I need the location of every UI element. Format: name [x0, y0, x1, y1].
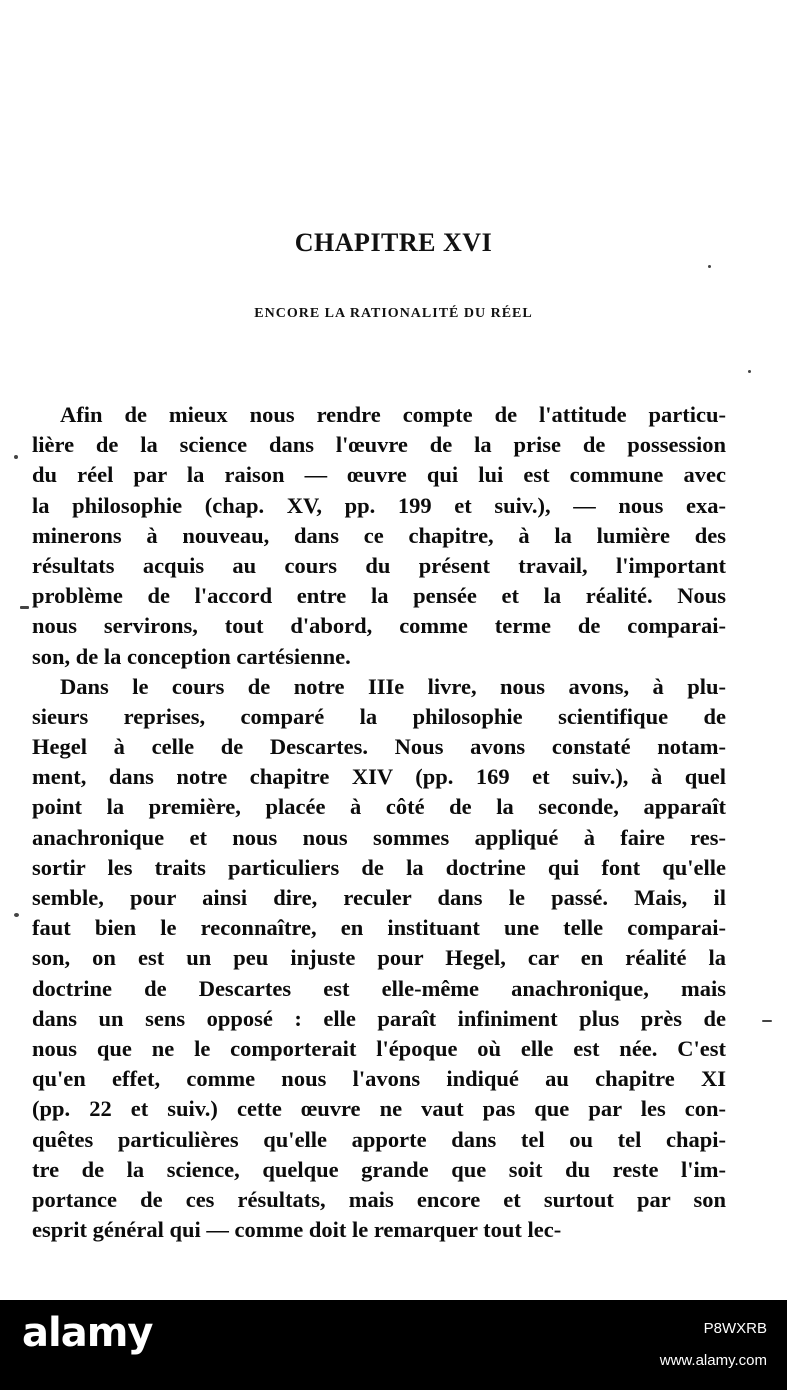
text-line: la philosophie (chap. XV, pp. 199 et suiv.), — nous exa-: [32, 492, 726, 518]
text-line: problème de l'accord entre la pensée et la réalité. Nous: [32, 583, 726, 609]
text-line: Hegel à celle de Descartes. Nous avons constaté notam-: [32, 734, 726, 760]
text-line: tre de la science, quelque grande que soit du reste l'im-: [32, 1156, 726, 1182]
chapter-subtitle: ENCORE LA RATIONALITÉ DU RÉEL: [254, 306, 533, 321]
image-id: P8WXRB: [703, 1320, 767, 1337]
text-line: (pp. 22 et suiv.) cette œuvre ne vaut pas que par les con-: [32, 1096, 726, 1122]
scan-speck: [14, 455, 18, 459]
text-line: dans un sens opposé : elle paraît infiniment plus près de: [32, 1005, 726, 1031]
text-line: nous servirons, tout d'abord, comme terme de comparai-: [32, 613, 726, 639]
text-line: portance de ces résultats, mais encore et surtout par son: [32, 1186, 726, 1212]
text-line: sortir les traits particuliers de la doctrine qui font qu'elle: [32, 854, 726, 880]
text-line: lière de la science dans l'œuvre de la prise de possession: [32, 432, 726, 458]
text-line: quêtes particulières qu'elle apporte dans tel ou tel chapi-: [32, 1126, 726, 1152]
chapter-title: CHAPITRE XVI: [294, 228, 493, 257]
text-line: point la première, placée à côté de la seconde, apparaît: [32, 794, 726, 820]
text-line: Afin de mieux nous rendre compte de l'attitude particu-: [60, 402, 726, 427]
text-line: du réel par la raison — œuvre qui lui est commune avec: [32, 462, 726, 488]
text-line: semble, pour ainsi dire, reculer dans le passé. Mais, il: [32, 885, 726, 910]
body-text: [32, 400, 726, 1245]
site-url: www.alamy.com: [659, 1352, 767, 1369]
text-line: sieurs reprises, comparé la philosophie scientifique de: [32, 703, 726, 729]
text-line: son, de la conception cartésienne.: [32, 643, 351, 669]
text-line: Dans le cours de notre IIIe livre, nous avons, à plu-: [60, 673, 726, 699]
text-line: faut bien le reconnaître, en instituant une telle comparai-: [32, 915, 726, 941]
text-line: minerons à nouveau, dans ce chapitre, à la lumière des: [32, 522, 726, 548]
text-line: esprit général qui — comme doit le remarquer tout lec-: [32, 1217, 562, 1243]
text-line: ment, dans notre chapitre XIV (pp. 169 et suiv.), à quel: [32, 764, 726, 790]
alamy-logo: alamy: [22, 1310, 153, 1356]
scan-speck: [708, 265, 711, 268]
scan-speck: [14, 913, 19, 917]
text-line: son, on est un peu injuste pour Hegel, car en réalité la: [32, 945, 726, 971]
text-line: qu'en effet, comme nous l'avons indiqué au chapitre XI: [32, 1066, 726, 1092]
text-line: résultats acquis au cours du présent travail, l'important: [32, 552, 726, 578]
scan-speck: [762, 1020, 772, 1022]
text-line: anachronique et nous nous sommes appliqué à faire res-: [32, 824, 726, 850]
text-line: doctrine de Descartes est elle-même anachronique, mais: [32, 975, 726, 1001]
text-line: nous que ne le comporterait l'époque où elle est née. C'est: [32, 1035, 726, 1061]
scan-speck: [20, 606, 29, 609]
scan-speck: [748, 370, 751, 373]
